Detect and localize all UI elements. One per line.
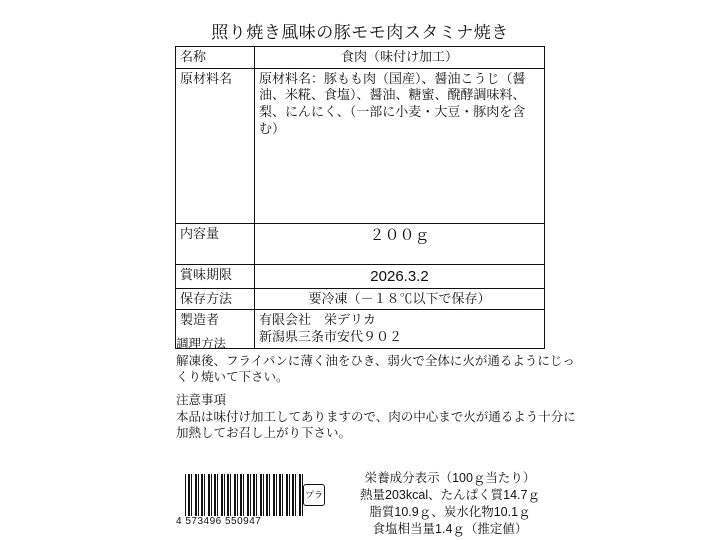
row-head-amount: 内容量: [176, 223, 255, 264]
row-head-name: 名称: [176, 47, 255, 69]
cooking-body: 解凍後、フライパンに薄く油をひき、弱火で全体に火が通るようにじっくり焼いて下さい。: [176, 353, 575, 384]
table-row-storage: [176, 288, 545, 310]
row-head-bestbefore: 賞味期限: [176, 264, 255, 288]
nutrition-line-1: 熱量203kcal、たんぱく質14.7ｇ: [360, 487, 540, 502]
page-title: 照り焼き風味の豚モモ肉スタミナ焼き: [211, 23, 509, 42]
table-row-ingredients: [176, 68, 545, 223]
row-head-ingredients: 原材料名: [176, 68, 255, 223]
nutrition-line-3: 食塩相当量1.4ｇ（推定値）: [372, 521, 528, 536]
nutrition-facts: [320, 470, 580, 538]
caution-notes: [176, 392, 576, 442]
nutrition-title: 栄養成分表示（100ｇ当たり）: [364, 471, 536, 485]
table-row-name: [176, 47, 545, 69]
caution-heading: 注意事項: [176, 393, 227, 407]
nutrition-line-2: 脂質10.9ｇ、炭水化物10.1ｇ: [369, 504, 531, 519]
row-value-ingredients: 原材料名：豚もも肉（国産）、醤油こうじ（醤油、米糀、食塩）、醤油、糖蜜、醗酵調味料、梨、にんにく、（一部に小麦・大豆・豚肉を含む）: [255, 68, 545, 223]
plastic-recycle-icon: プラ: [303, 484, 325, 506]
row-head-storage: 保存方法: [176, 288, 255, 310]
cooking-instructions: [176, 336, 576, 386]
manufacturer-address: 新潟県三条市安代９０２: [259, 329, 403, 345]
nutrition-label-table: [175, 46, 545, 349]
barcode-digits: 4 573496 550947: [176, 516, 262, 527]
manufacturer-name: 有限会社 栄デリカ: [259, 312, 376, 328]
barcode: [176, 474, 303, 527]
row-value-storage: 要冷凍（－１８℃以下で保存）: [255, 288, 545, 310]
row-value-bestbefore: 2026.3.2: [255, 264, 545, 288]
row-head-manufacturer: 製造者: [176, 310, 255, 348]
row-value-name: 食肉（味付け加工）: [255, 47, 545, 69]
cooking-heading: 調理方法: [176, 337, 227, 351]
caution-body: 本品は味付け加工してありますので、肉の中心まで火が通るよう十分に加熱してお召し上がり下さい。: [176, 409, 576, 440]
barcode-bars: [185, 474, 303, 516]
row-value-amount: ２００ｇ: [255, 223, 545, 264]
table-row-bestbefore: [176, 264, 545, 288]
table-row-amount: [176, 223, 545, 264]
